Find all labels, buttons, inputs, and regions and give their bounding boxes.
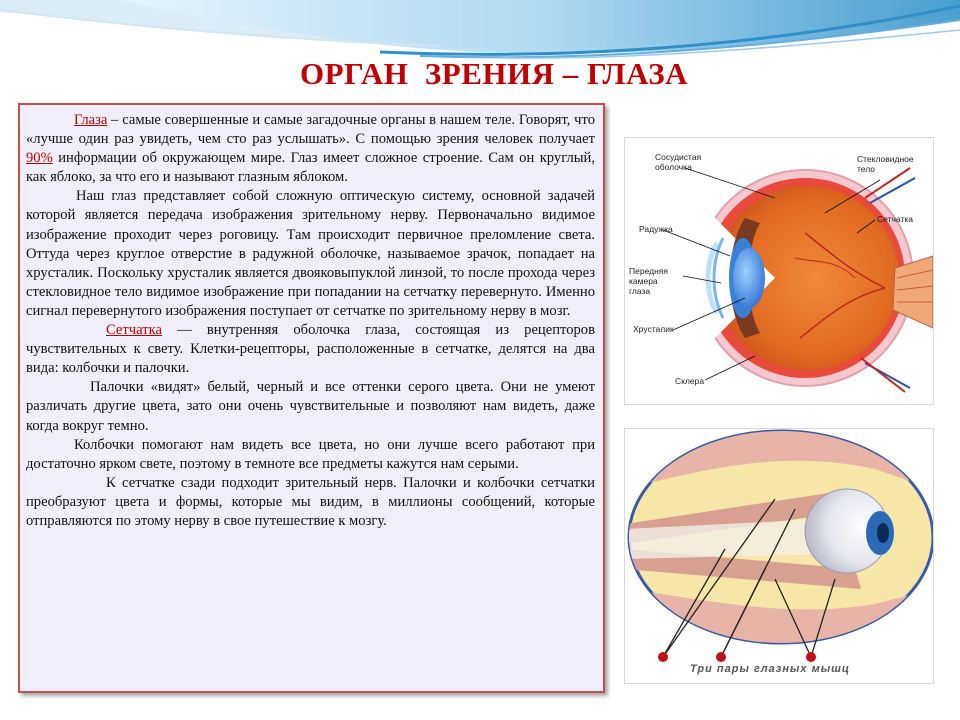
label-lens: Хрусталик: [633, 324, 674, 334]
eyes-text-b: информации об окружающем мире. Глаз имеет сложное строение. Сам он круглый, как яблоко, за что его и называют глазным яблоком.: [26, 150, 595, 186]
paragraph-optics: Наш глаз представляет собой сложную оптическую систему, основной задачей которой является передача изображения зрительному нерву. Первоначально видимое изображение проходит через роговицу. Там происходит первичное преломление света. Оттуда через круглое отверстие в радужной оболочке, называемое зрачок, попадает на хрусталик. Поскольку хрусталик является двояковыпуклой линзой, то после прохода через стекловидное тело видимое изображение при попадании на сетчатку перевернуто. Именно сигнал перевернутого изображения поступает от сетчатке по зрительному нерву в мозг.: [26, 188, 595, 319]
label-sclera: Склера: [675, 376, 705, 386]
paragraph-optic-nerve: К сетчатке сзади подходит зрительный нерв. Палочки и колбочки сетчатки преобразуют цвета и формы, которые мы видим, в миллионы сообщений, которые отправляются по этому нерву в свое путешествие к мозгу.: [26, 474, 595, 529]
label-vitreous: Стекловидное тело: [857, 154, 914, 174]
retina-link[interactable]: Сетчатка: [106, 322, 162, 339]
eyes-link[interactable]: Глаза: [74, 112, 108, 128]
percent-link[interactable]: 90%: [26, 150, 53, 167]
label-vascular: Сосудистая оболочка: [655, 152, 702, 172]
label-retina: Сетчатка: [877, 214, 913, 224]
eye-cross-section-illustration: [625, 138, 933, 404]
label-anterior-chamber: Передняя камера глаза: [629, 266, 668, 296]
eye-structure-figure: [624, 137, 934, 405]
retina-text: — внутренняя оболочка глаза, состоящая из рецепторов чувствительных к свету. Клетки-рецепторы, расположенные в сетчатке, делятся на два вида: колбочки и палочки.: [26, 322, 595, 377]
eye-muscles-illustration: [625, 429, 933, 683]
main-text-box: [18, 103, 605, 693]
paragraph-eyes: [26, 111, 595, 187]
eyes-text-a: – самые совершенные и самые загадочные органы в нашем теле. Говорят, что «лучше один раз увидеть, чем сто раз услышать». С помощью зрения человек получает: [26, 112, 595, 148]
paragraph-retina: [26, 321, 595, 378]
paragraph-rods: Палочки «видят» белый, черный и все оттенки серого цвета. Они не умеют различать другие цвета, зато они очень чувствительные и позволяют нам видеть, даже когда вокруг темно.: [26, 379, 595, 434]
paragraph-cones: Колбочки помогают нам видеть все цвета, но они лучше всего работают при достаточно ярком свете, поэтому в темноте все предметы кажутся нам серыми.: [26, 436, 595, 472]
slide-title: ОРГАН ЗРЕНИЯ – ГЛАЗА: [300, 56, 688, 91]
muscles-caption: Три пары глазных мышц: [689, 663, 851, 675]
label-iris: Радужка: [639, 224, 673, 234]
eye-muscles-figure: [624, 428, 934, 684]
